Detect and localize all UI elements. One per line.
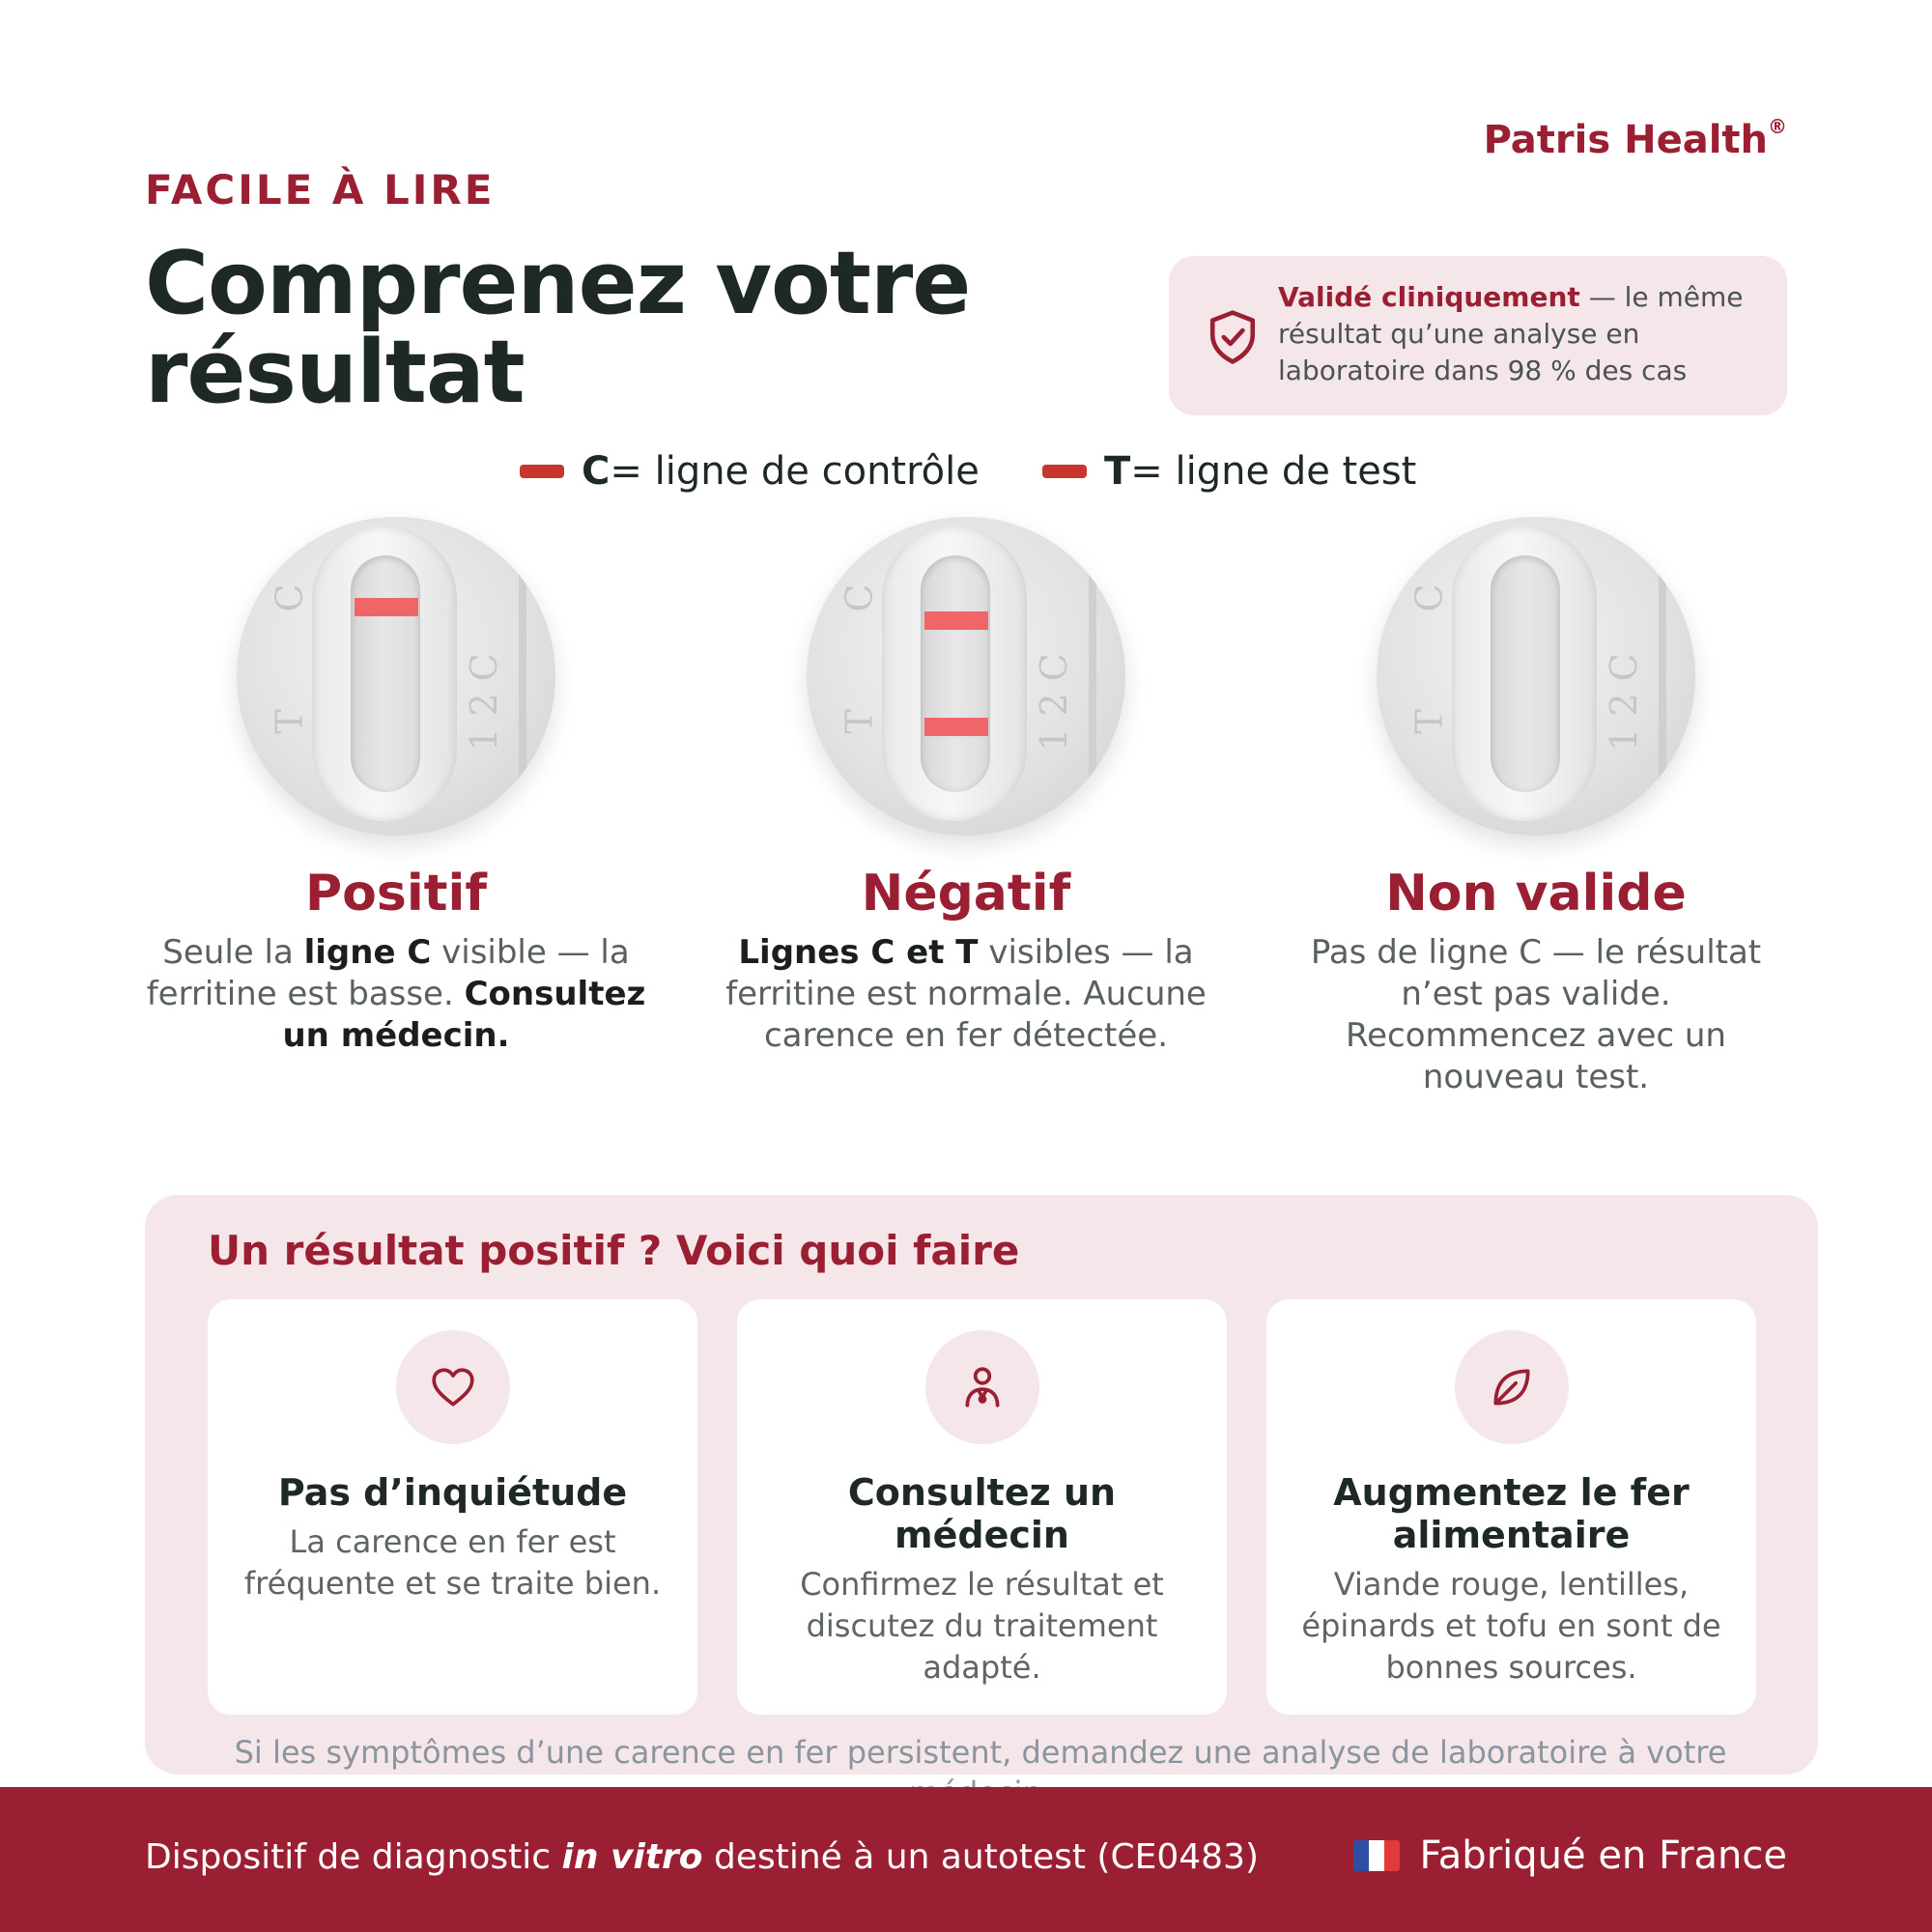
france-flag-icon: [1353, 1840, 1400, 1871]
heart-icon: [429, 1363, 477, 1411]
tip-title: Pas d’inquiétude: [277, 1471, 628, 1514]
brand-logo: Patris Health®: [1483, 114, 1787, 162]
test-line-swatch: [1042, 465, 1087, 478]
control-line-mark: [924, 611, 988, 630]
tip-card-doctor: [737, 1299, 1227, 1715]
cassette-image-invalid: C T 1 2 C: [1377, 517, 1695, 836]
result-negative: [696, 517, 1236, 1057]
made-in-france: Fabriqué en France: [1353, 1833, 1787, 1878]
result-invalid: [1265, 517, 1806, 1098]
control-line-mark: [355, 598, 418, 616]
tip-title: Consultez un médecin: [847, 1471, 1117, 1556]
leaf-icon: [1488, 1363, 1536, 1411]
tip-description: Viande rouge, lentilles, épinards et tofu en sont de bonnes sources.: [1301, 1566, 1721, 1686]
cassette-image-negative: C T 1 2 C: [807, 517, 1125, 836]
tip-icon-circle: [925, 1330, 1039, 1444]
cassette-image-positive: C T 1 2 C: [237, 517, 555, 836]
tip-description: La carence en fer est fréquente et se traite bien.: [243, 1523, 662, 1602]
validation-badge: [1169, 256, 1787, 415]
tip-description: Confirmez le résultat et discutez du traitement adapté.: [800, 1566, 1164, 1686]
tip-title: Augmentez le fer alimentaire: [1333, 1471, 1690, 1556]
legend-control-line: C = ligne de contrôle: [520, 446, 980, 497]
control-line-swatch: [520, 465, 564, 478]
result-title: Négatif: [861, 865, 1071, 923]
result-description: Seule la ligne C visible — la ferritine est basse. Consultez un médecin.: [146, 933, 646, 1055]
panel-title: Un résultat positif ? Voici quoi faire: [208, 1227, 1020, 1274]
page-title: Comprenez votre résultat: [145, 233, 971, 423]
result-description: Lignes C et T visibles — la ferritine est normale. Aucune carence en fer détectée.: [725, 933, 1207, 1055]
shield-check-icon: [1206, 308, 1260, 366]
result-positive: [126, 517, 667, 1057]
tip-icon-circle: [1455, 1330, 1569, 1444]
tip-card-reassure: [208, 1299, 697, 1715]
result-description: Pas de ligne C — le résultat n’est pas valide. Recommencez avec un nouveau test.: [1310, 933, 1762, 1096]
result-title: Non valide: [1385, 865, 1687, 923]
badge-text: Validé cliniquement — le même résultat qu’une analyse en laboratoire dans 98 % des cas: [1278, 281, 1744, 386]
result-title: Positif: [305, 865, 487, 923]
test-line-mark: [924, 718, 988, 736]
doctor-icon: [958, 1363, 1007, 1411]
tip-icon-circle: [396, 1330, 510, 1444]
regulatory-notice: Dispositif de diagnostic in vitro destiné à un autotest (CE0483): [145, 1837, 1260, 1877]
footnote: Si les symptômes d’une carence en fer persistent, demandez une analyse de laboratoire à votre: [234, 1734, 1727, 1771]
eyebrow-label: FACILE À LIRE: [145, 166, 496, 213]
legend-test-line: T = ligne de test: [1042, 446, 1416, 497]
tip-card-diet: [1266, 1299, 1756, 1715]
